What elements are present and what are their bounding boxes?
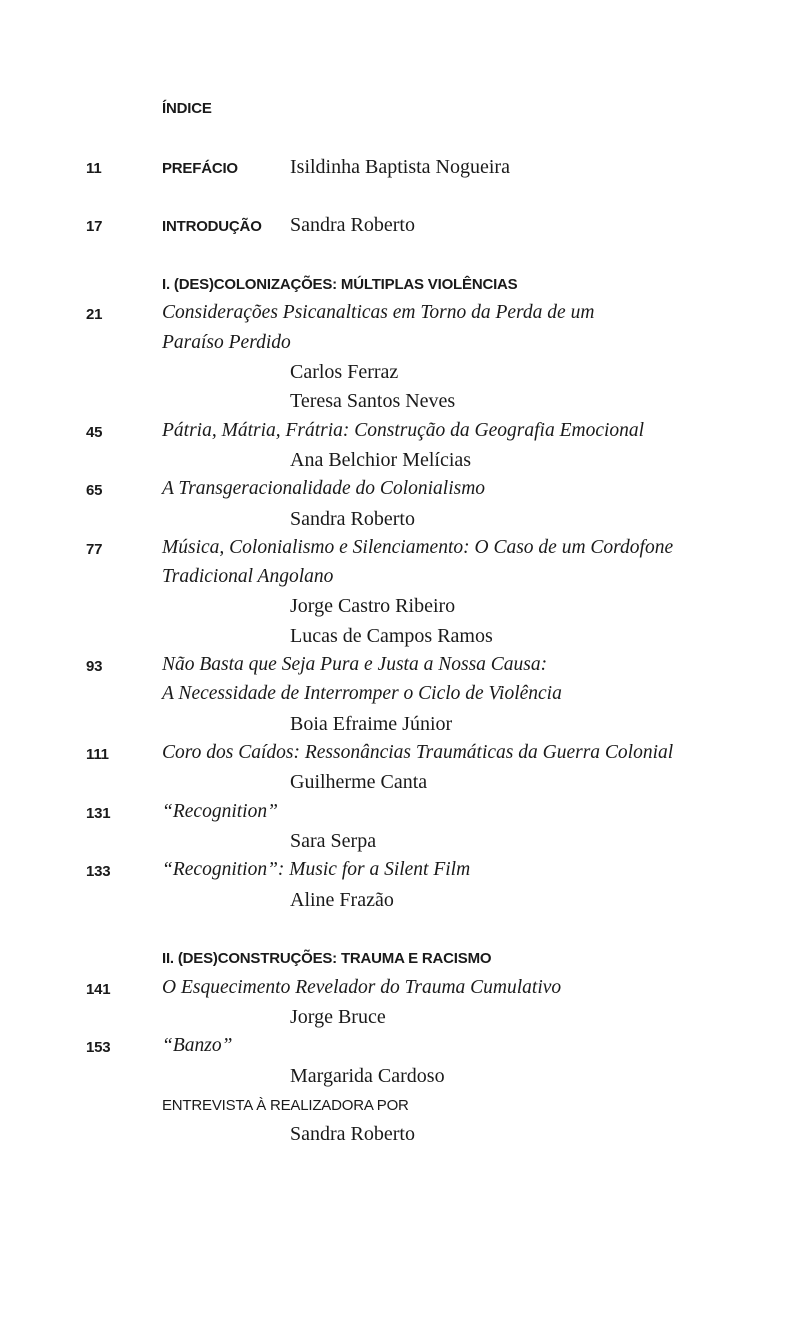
page-number: 65: [86, 482, 103, 499]
entry-title: Paraíso Perdido: [162, 332, 291, 353]
entry-label-introducao: INTRODUÇÃO: [162, 218, 262, 235]
section-title-2: II. (DES)CONSTRUÇÕES: TRAUMA E RACISMO: [162, 950, 492, 967]
entry-author: Sara Serpa: [290, 830, 377, 852]
entry-author: Boia Efraime Júnior: [290, 713, 453, 735]
entry-author: Teresa Santos Neves: [290, 390, 456, 412]
entry-author: Sandra Roberto: [290, 214, 415, 236]
entry-author: Lucas de Campos Ramos: [290, 625, 493, 647]
entry-title: Música, Colonialismo e Silenciamento: O Caso de um Cordofone: [162, 537, 674, 558]
entry-title: “Recognition”: [162, 801, 278, 822]
entry-title: “Banzo”: [162, 1035, 233, 1056]
page-number: 45: [86, 424, 103, 441]
entry-label-prefacio: PREFÁCIO: [162, 160, 238, 177]
entry-author: Ana Belchior Melícias: [290, 449, 472, 471]
page-number: 11: [86, 160, 102, 177]
entry-title: “Recognition”: Music for a Silent Film: [162, 859, 471, 880]
page-number: 133: [86, 863, 111, 880]
page-number: 111: [86, 746, 109, 763]
page-number: 93: [86, 658, 103, 675]
page-number: 21: [86, 306, 103, 323]
page-number: 17: [86, 218, 103, 235]
entry-author: Aline Frazão: [290, 889, 394, 911]
entry-title: Considerações Psicanalticas em Torno da Perda de um: [162, 302, 595, 323]
entry-title: A Transgeracionalidade do Colonialismo: [162, 478, 486, 499]
entry-author: Sandra Roberto: [290, 1123, 415, 1145]
page-number: 153: [86, 1039, 111, 1056]
entry-title: Pátria, Mátria, Frátria: Construção da Geografia Emocional: [162, 420, 645, 441]
entry-title: Não Basta que Seja Pura e Justa a Nossa Causa:: [162, 654, 548, 675]
entry-title: Coro dos Caídos: Ressonâncias Traumáticas da Guerra Colonial: [162, 742, 674, 763]
entry-author: Jorge Castro Ribeiro: [290, 595, 456, 617]
interview-note: ENTREVISTA À REALIZADORA POR: [162, 1097, 409, 1114]
page-number: 141: [86, 981, 111, 998]
entry-title: O Esquecimento Revelador do Trauma Cumulativo: [162, 977, 562, 998]
entry-author: Carlos Ferraz: [290, 361, 399, 383]
section-title-1: I. (DES)COLONIZAÇÕES: MÚLTIPLAS VIOLÊNCIAS: [162, 276, 518, 293]
entry-author: Jorge Bruce: [290, 1006, 386, 1028]
toc-heading: ÍNDICE: [162, 100, 212, 117]
page-number: 77: [86, 541, 103, 558]
page-number: 131: [86, 805, 111, 822]
entry-author: Guilherme Canta: [290, 771, 428, 793]
entry-author: Margarida Cardoso: [290, 1065, 445, 1087]
entry-title: A Necessidade de Interromper o Ciclo de Violência: [162, 683, 562, 704]
entry-title: Tradicional Angolano: [162, 566, 334, 587]
entry-author: Isildinha Baptista Nogueira: [290, 156, 510, 178]
entry-author: Sandra Roberto: [290, 508, 415, 530]
